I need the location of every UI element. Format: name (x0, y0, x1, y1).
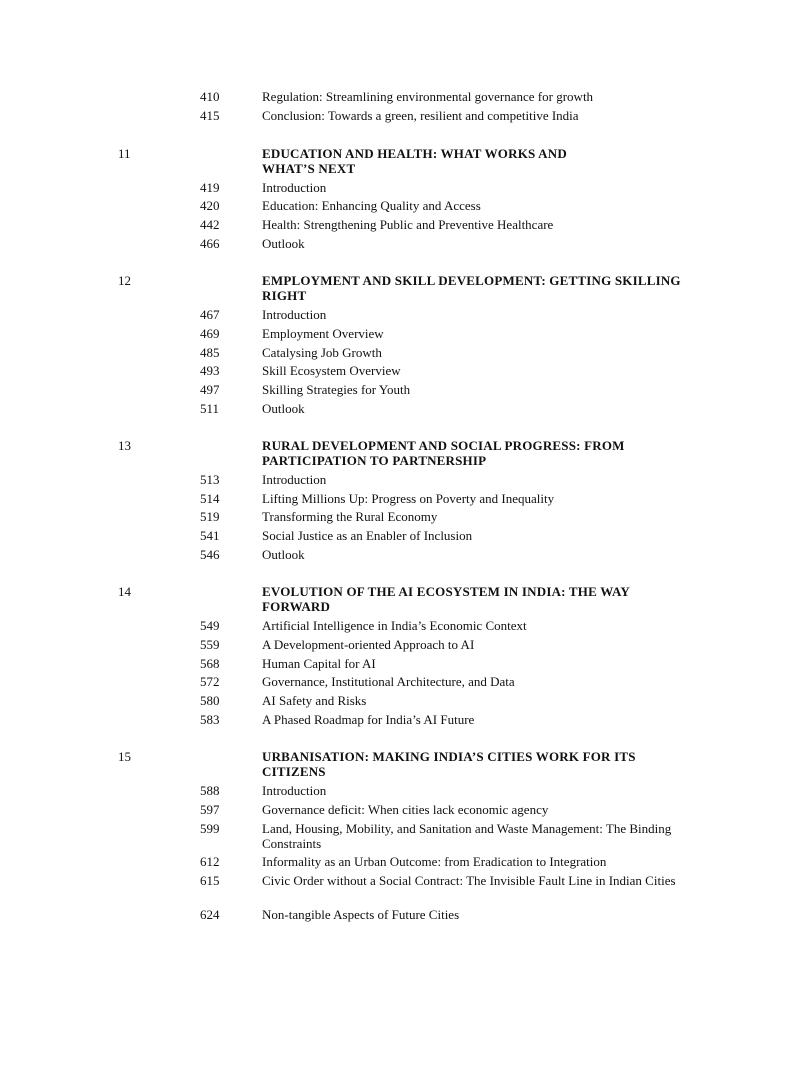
toc-entry-title: Outlook (262, 547, 305, 562)
toc-page-number: 588 (200, 783, 220, 798)
toc-entry-title: Governance deficit: When cities lack economic agency (262, 802, 549, 817)
chapter-number: 12 (118, 273, 131, 288)
toc-entry-title: Social Justice as an Enabler of Inclusion (262, 528, 473, 543)
toc-entry-title: Artificial Intelligence in India’s Economic Context (262, 618, 527, 633)
toc-page-number: 497 (200, 382, 220, 397)
toc-page-number: 580 (200, 693, 220, 708)
toc-page-number: 420 (200, 198, 220, 213)
toc-page-number: 615 (200, 873, 220, 888)
toc-entry-title: Introduction (262, 472, 327, 487)
chapter-title: EVOLUTION OF THE AI ECOSYSTEM IN INDIA: THE WAY FORWARD (262, 584, 630, 614)
chapter-title: EDUCATION AND HEALTH: WHAT WORKS AND WHAT’S NEXT (262, 146, 567, 176)
toc-entry-title: A Phased Roadmap for India’s AI Future (262, 712, 475, 727)
toc-page-number: 415 (200, 108, 220, 123)
chapter-title: URBANISATION: MAKING INDIA’S CITIES WORK FOR ITS CITIZENS (262, 749, 636, 779)
toc-page-number: 559 (200, 637, 220, 652)
toc-page-number: 514 (200, 491, 220, 506)
toc-entry-title: Outlook (262, 236, 305, 251)
toc-page-number: 466 (200, 236, 220, 251)
toc-entry-title: Lifting Millions Up: Progress on Poverty and Inequality (262, 491, 555, 506)
toc-page-number: 541 (200, 528, 220, 543)
toc-page-number: 546 (200, 547, 220, 562)
toc-entry-title: Land, Housing, Mobility, and Sanitation and Waste Management: The Binding Constraints (262, 821, 672, 851)
toc-page-number: 410 (200, 89, 220, 104)
toc-entry-title: Skill Ecosystem Overview (262, 363, 401, 378)
toc-entry-title: Conclusion: Towards a green, resilient and competitive India (262, 108, 579, 123)
toc-entry-title: Skilling Strategies for Youth (262, 382, 411, 397)
toc-page-number: 511 (200, 401, 220, 416)
toc-page-number: 442 (200, 217, 220, 232)
toc-page-number: 599 (200, 821, 220, 836)
toc-entry-title: Transforming the Rural Economy (262, 509, 438, 524)
toc-page-number: 568 (200, 656, 220, 671)
toc-page-number: 583 (200, 712, 220, 727)
toc-entry-title: Health: Strengthening Public and Preventive Healthcare (262, 217, 554, 232)
toc-entry-title: Employment Overview (262, 326, 384, 341)
toc-entry-title: Governance, Institutional Architecture, and Data (262, 674, 515, 689)
toc-entry-title: Introduction (262, 783, 327, 798)
toc-entry-title: Introduction (262, 180, 327, 195)
toc-entry-title: Outlook (262, 401, 305, 416)
toc-page-number: 419 (200, 180, 220, 195)
toc-entry-title: Introduction (262, 307, 327, 322)
chapter-number: 15 (118, 749, 131, 764)
chapter-title: EMPLOYMENT AND SKILL DEVELOPMENT: GETTING SKILLING RIGHT (262, 273, 681, 303)
toc-page-number: 624 (200, 907, 220, 922)
chapter-number: 13 (118, 438, 131, 453)
toc-page-number: 612 (200, 854, 220, 869)
chapter-title: RURAL DEVELOPMENT AND SOCIAL PROGRESS: FROM PARTICIPATION TO PARTNERSHIP (262, 438, 625, 468)
toc-page-number: 519 (200, 509, 220, 524)
toc-page-number: 597 (200, 802, 220, 817)
toc-entry-title: Education: Enhancing Quality and Access (262, 198, 481, 213)
toc-page-number: 549 (200, 618, 220, 633)
toc-entry-title: Catalysing Job Growth (262, 345, 382, 360)
toc-entry-title: Informality as an Urban Outcome: from Eradication to Integration (262, 854, 607, 869)
toc-page-number: 469 (200, 326, 220, 341)
toc-entry-title: Non-tangible Aspects of Future Cities (262, 907, 460, 922)
toc-entry-title: AI Safety and Risks (262, 693, 367, 708)
toc-entry-title: Civic Order without a Social Contract: The Invisible Fault Line in Indian Cities (262, 873, 676, 888)
toc-page-number: 513 (200, 472, 220, 487)
chapter-number: 11 (118, 146, 131, 161)
toc-page-number: 467 (200, 307, 220, 322)
toc-entry-title: Human Capital for AI (262, 656, 376, 671)
toc-page-number: 493 (200, 363, 220, 378)
toc-page-number: 485 (200, 345, 220, 360)
chapter-number: 14 (118, 584, 131, 599)
toc-entry-title: Regulation: Streamlining environmental governance for growth (262, 89, 594, 104)
toc-page-number: 572 (200, 674, 220, 689)
toc-entry-title: A Development-oriented Approach to AI (262, 637, 475, 652)
